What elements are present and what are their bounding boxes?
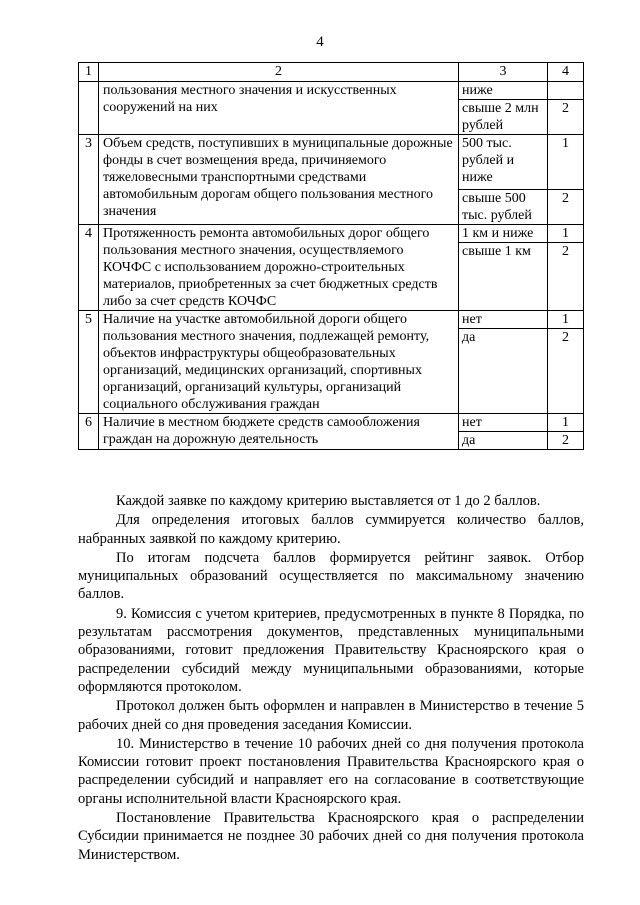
condition-cell (459, 414, 548, 450)
header-cell-4: 4 (548, 63, 584, 82)
criterion-number (79, 82, 99, 135)
points-value (548, 82, 583, 99)
condition-value: свыше 1 км (459, 242, 547, 260)
criterion-text: Протяженность ремонта автомобильных дорог общего пользования местного значения, осуществляемого КОЧФС с использованием дорожно-строительных материалов, приобретенных за счет бюджетных средств либо за счет средств КОЧФС (99, 225, 459, 311)
condition-value: нет (462, 312, 482, 327)
table-header-row (79, 63, 584, 82)
points-cell (548, 82, 584, 135)
criterion-number: 4 (79, 225, 99, 311)
criterion-number: 5 (79, 311, 99, 414)
condition-value: свыше 2 млн рублей (459, 99, 547, 134)
points-value: 2 (548, 99, 583, 134)
condition-cell (459, 225, 548, 311)
condition-value: ниже (462, 83, 493, 98)
criterion-text: Наличие на участке автомобильной дороги общего пользования местного значения, подлежащей ремонту, объектов инфраструктуры общеобразовательных организаций, медицинских организаций, спортивных организаций, организаций культуры, организаций социального обслуживания граждан (99, 311, 459, 414)
points-value: 2 (548, 242, 583, 260)
condition-cell (459, 82, 548, 135)
body-text (78, 492, 584, 864)
condition-value: свыше 500 тыс. рублей (459, 189, 547, 224)
criterion-number: 3 (79, 135, 99, 225)
table-row (79, 82, 584, 135)
paragraph: Каждой заявке по каждому критерию выставляется от 1 до 2 баллов. (116, 493, 541, 509)
paragraph: 9. Комиссия с учетом критериев, предусмотренных в пункте 8 Порядка, по результатам рассмотрения документов, представленных муниципальными образованиями, готовит предложения Правительству Красноярского края о распределении субсидий между муниципальными образованиями, которые оформляются протоколом. (78, 605, 584, 695)
criteria-table-body (79, 63, 584, 450)
table-row (79, 414, 584, 450)
header-cell-2: 2 (99, 63, 459, 82)
paragraph: Для определения итоговых баллов суммируется количество баллов, набранных заявкой по каждому критерию. (78, 512, 584, 547)
criterion-text: Объем средств, поступивших в муниципальные дорожные фонды в счет возмещения вреда, причиняемого тяжеловесными транспортными средствами автомобильным дорогам общего пользования местного значения (99, 135, 459, 225)
table-row (79, 311, 584, 414)
points-value: 2 (548, 189, 583, 224)
points-cell (548, 225, 584, 311)
condition-cell (459, 311, 548, 414)
condition-value: нет (462, 415, 482, 430)
paragraph: Постановление Правительства Красноярского края о распределении Субсидии принимается не позднее 30 рабочих дней со дня получения протокола Министерством. (78, 810, 584, 863)
points-value: 1 (562, 415, 569, 430)
points-value: 1 (562, 312, 569, 327)
header-cell-1: 1 (79, 63, 99, 82)
points-value: 2 (548, 431, 583, 449)
paragraph: 10. Министерство в течение 10 рабочих дней со дня получения протокола Комиссии готовит проект постановления Правительства Красноярского края о распределении субсидий и направляет его на согласование в соответствующие органы исполнительной власти Красноярского края. (78, 735, 584, 807)
table-row (79, 135, 584, 225)
points-value: 2 (548, 328, 583, 346)
paragraph: По итогам подсчета баллов формируется рейтинг заявок. Отбор муниципальных образований осуществляется по максимальному значению баллов. (78, 549, 584, 603)
header-cell-3: 3 (459, 63, 548, 82)
points-value: 1 (562, 136, 569, 151)
criterion-text: Наличие в местном бюджете средств самообложения граждан на дорожную деятельность (99, 414, 459, 450)
page-number: 4 (316, 34, 324, 50)
points-cell (548, 311, 584, 414)
criterion-number: 6 (79, 414, 99, 450)
criterion-text: пользования местного значения и искусственных сооружений на них (99, 82, 459, 135)
paragraph: Протокол должен быть оформлен и направлен в Министерство в течение 5 рабочих дней со дня проведения заседания Комиссии. (78, 698, 584, 733)
condition-value: 500 тыс. рублей и ниже (462, 136, 515, 185)
points-value: 1 (562, 226, 569, 241)
points-cell (548, 414, 584, 450)
condition-cell (459, 135, 548, 225)
condition-value: да (459, 431, 547, 449)
criteria-table (78, 62, 584, 450)
points-cell (548, 135, 584, 225)
condition-value: 1 км и ниже (462, 226, 534, 241)
table-row (79, 225, 584, 311)
condition-value: да (459, 328, 547, 346)
